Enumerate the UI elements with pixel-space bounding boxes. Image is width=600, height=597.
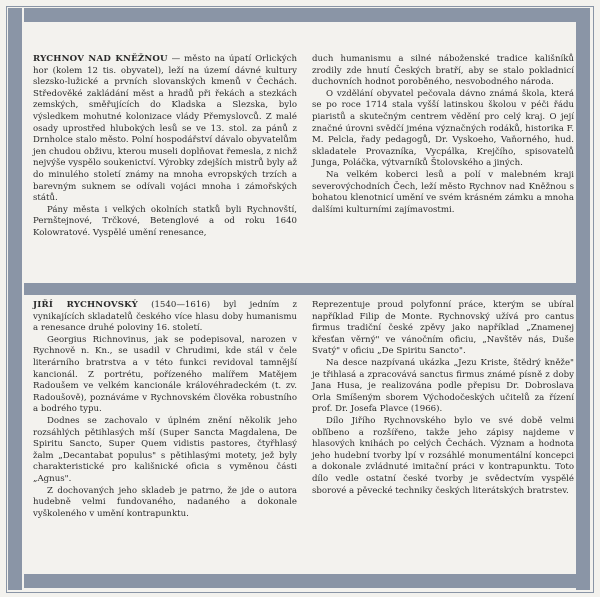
paragraph: (1540—1616) byl jedním z vynikajících skladatelů českého více hlasu doby humanismu a renesance druhé poloviny 16. století.	[33, 300, 297, 334]
paragraph: Na desce nazpívaná ukázka „Jezu Kriste, štědrý kněže" je třihlasá a zpracovává sanctus firmus známé písně z doby Jana Husa, je realizována podle přepisu Dr. Dobroslava Orla Smíšeným sborem Východočeských učitelů za řízení prof. Dr. Josefa Plavce (1966).	[312, 357, 574, 415]
heading-rychnov: RYCHNOV NAD KNĚŽNOU	[33, 54, 168, 64]
section-rychnovsky-right	[312, 300, 574, 497]
paragraph: Reprezentuje proud polyfonní práce, kterým se ubíral například Filip de Monte. Rychnovský užívá pro cantus firmus tradiční české zpěvy jako například „Znamenej křesťan věrný" ve vánočním oficiu, „Navštěv nás, Duše Svatý" v oficiu „De Spiritu Sancto".	[312, 300, 574, 357]
meander-border-bottom	[8, 574, 592, 590]
meander-divider	[24, 283, 576, 295]
paragraph: duch humanismu a silné náboženské tradice kališníků zrodily zde hnutí Českých bratří, aby se stalo pokladnicí duchovních hodnot poroběného, nesvobodného národa.	[312, 54, 574, 88]
paragraph: — město na úpatí Orlických hor (kolem 12 tis. obyvatel), leží na území dávné kultury slezsko-lužické a prvních slovanských kmenů v Čechách. Středověké zakládání měst a hradů při řekách a stezkách zemských, směřujících do Kladska a Slezska, bylo výsledkem mohutné kolonizace vlády Přemyslovců. Z malé osady uprostřed hlubokých lesů se ve 13. stol. za pánů z Drnholce stalo město. Polní hospodářství dávalo obyvatelům jen chudou obživu, kterou museli doplňovat řemesla, z nichž nejvýše vyspělo soukenictví. Výrobky zdejších mistrů byly až do minulého století známy na mnoha evropských trzích a barevným suknem se odívali vojáci mnoha i zámořských států.	[33, 54, 298, 204]
paragraph: Dodnes se zachovalo v úplném znění několik jeho rozsáhlých pětihlasých mší (Super Sancta Magdalena, De Spiritu Sancto, Super Quem vidistis pastores, čtyřhlasý žalm „Decantabat populus" s pětihlasými motety, jež byly charakteristické pro kališnické oficia s vyměnou části „Agnus".	[33, 415, 297, 484]
section-rychnov-left	[33, 54, 297, 240]
section-rychnov-right	[312, 54, 574, 216]
paragraph: Pány města i velkých okolních statků byli Rychnovští, Pernštejnové, Trčkové, Betenglové a od roku 1640 Kolowratové. Vyspělé umění renesance,	[33, 204, 297, 238]
paragraph: Z dochovaných jeho skladeb je patrno, že jde o autora hudebně velmi fundovaného, nadaného a dokonale vyškoleného v umění kontrapunktu.	[33, 485, 297, 519]
paragraph: Georgius Richnovinus, jak se podepisoval, narozen v Rychnově n. Kn., se usadil v Chrudimi, kde stál v čele literárního bratrstva a v této funkci revidoval tamnější kancionál. Z portrétu, pořízeného malířem Matějem Radoušem ve velkém kancionále královéhradeckém (t. zv. Radoušově), poznáváme v Rychnovském člověka robustního a bodrého typu.	[33, 334, 297, 415]
paragraph: O vzdělání obyvatel pečovala dávno známá škola, která se po roce 1714 stala vyšší latinskou školou v péči řádu piaristů a skutečným centrem vědění pro celý kraj. O její značné úrovni svědčí jména význačných rodáků, historika F. M. Pelcla, řady pedagogů, Dr. Vyskoeho, Vaňorného, hud. skladatele Provazníka, Vycpálka, Krejčího, spisovatelů Junga, Poláčka, výtvarníků Štolovského a jiných.	[312, 88, 574, 169]
meander-border-left	[8, 8, 24, 590]
meander-border-top	[8, 8, 592, 24]
section-rychnovsky-left	[33, 300, 297, 520]
heading-rychnovsky: JIŘÍ RYCHNOVSKÝ	[33, 300, 138, 310]
meander-border-right	[576, 8, 592, 590]
paragraph: Dílo Jiřího Rychnovského bylo ve své době velmi obľíbeno a rozšířeno, takže jeho zápisy najdeme v hlasových knihách po celých Čechách. Význam a hodnota jeho hudební tvorby lpí v rozsáhlé monumentální koncepci a dokonale zvládnuté imitační práci v kontrapunktu. Toto dílo vedle ostatní české tvorby je svědectvím vyspělé sborové a pěvecké techniky českých literátských bratrstev.	[312, 415, 574, 496]
paragraph: Na velkém koberci lesů a polí v malebném kraji severovýchodních Čech, leží město Rychnov nad Kněžnou s bohatou klenotnicí umění ve svém krásném zámku a mnoha dalšími kulturními zajímavostmi.	[312, 169, 574, 215]
